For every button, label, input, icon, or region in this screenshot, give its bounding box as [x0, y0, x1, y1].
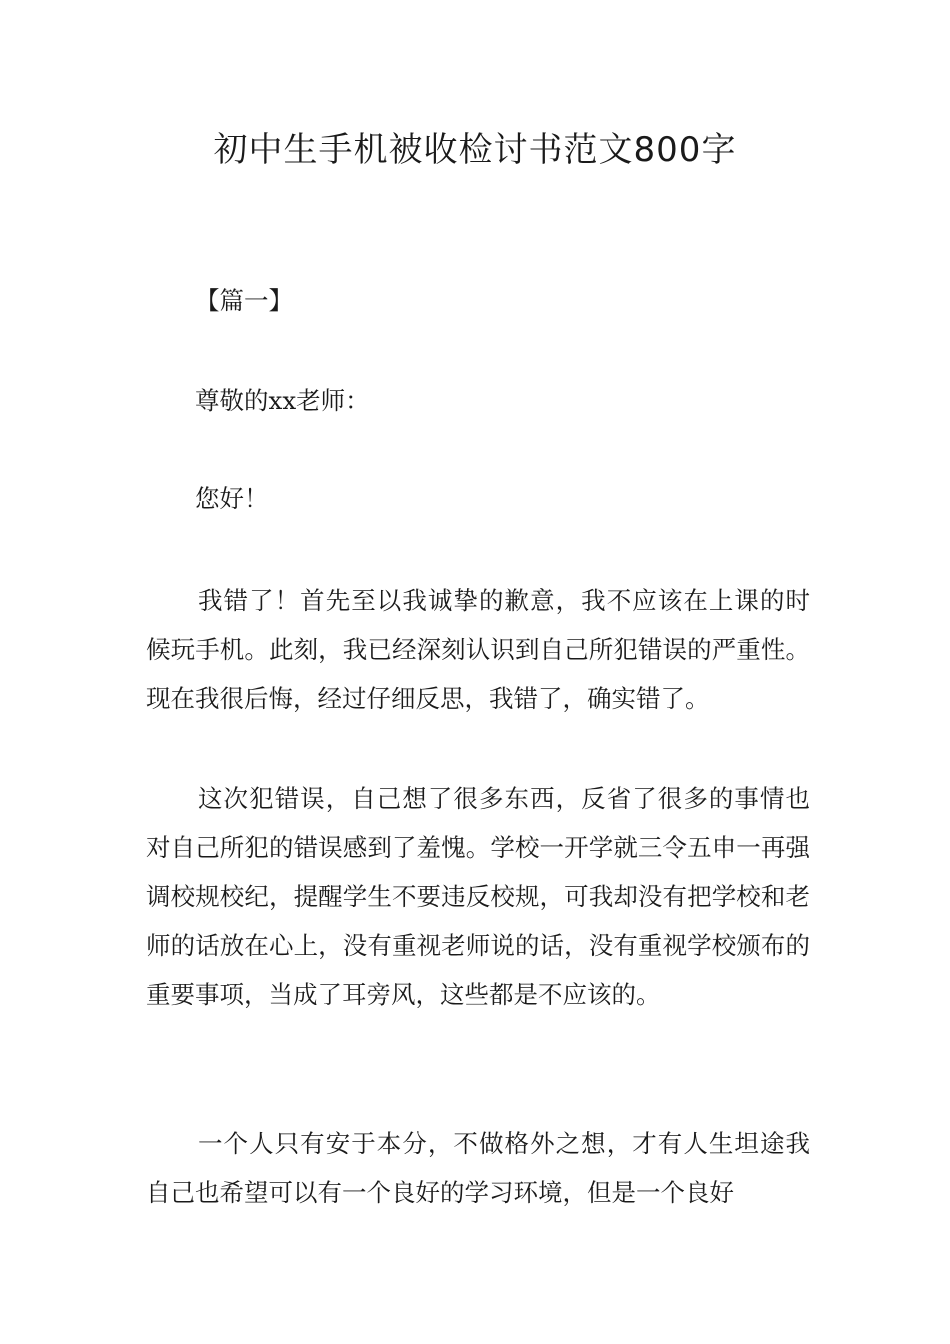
paragraph-3: 一个人只有安于本分，不做格外之想，才有人生坦途我自己也希望可以有一个良好的学习环境，但是一个良好: [146, 1129, 810, 1207]
letter-hello: 您好！: [195, 484, 269, 513]
paragraph-1: 我错了！首先至以我诚挚的歉意，我不应该在上课的时候玩手机。此刻，我已经深刻认识到自己所犯错误的严重性。现在我很后悔，经过仔细反思，我错了，确实错了。: [146, 586, 810, 713]
section-label: 【篇一】: [195, 286, 293, 315]
document-title: 初中生手机被收检讨书范文800字: [213, 130, 737, 170]
letter-greeting: 尊敬的xx老师：: [195, 386, 370, 415]
paragraph-2: 这次犯错误，自己想了很多东西，反省了很多的事情也对自己所犯的错误感到了羞愧。学校一开学就三令五申一再强调校规校纪，提醒学生不要违反校规，可我却没有把学校和老师的话放在心上，没有重视老师说的话，没有重视学校颁布的重要事项，当成了耳旁风，这些都是不应该的。: [146, 784, 810, 1009]
